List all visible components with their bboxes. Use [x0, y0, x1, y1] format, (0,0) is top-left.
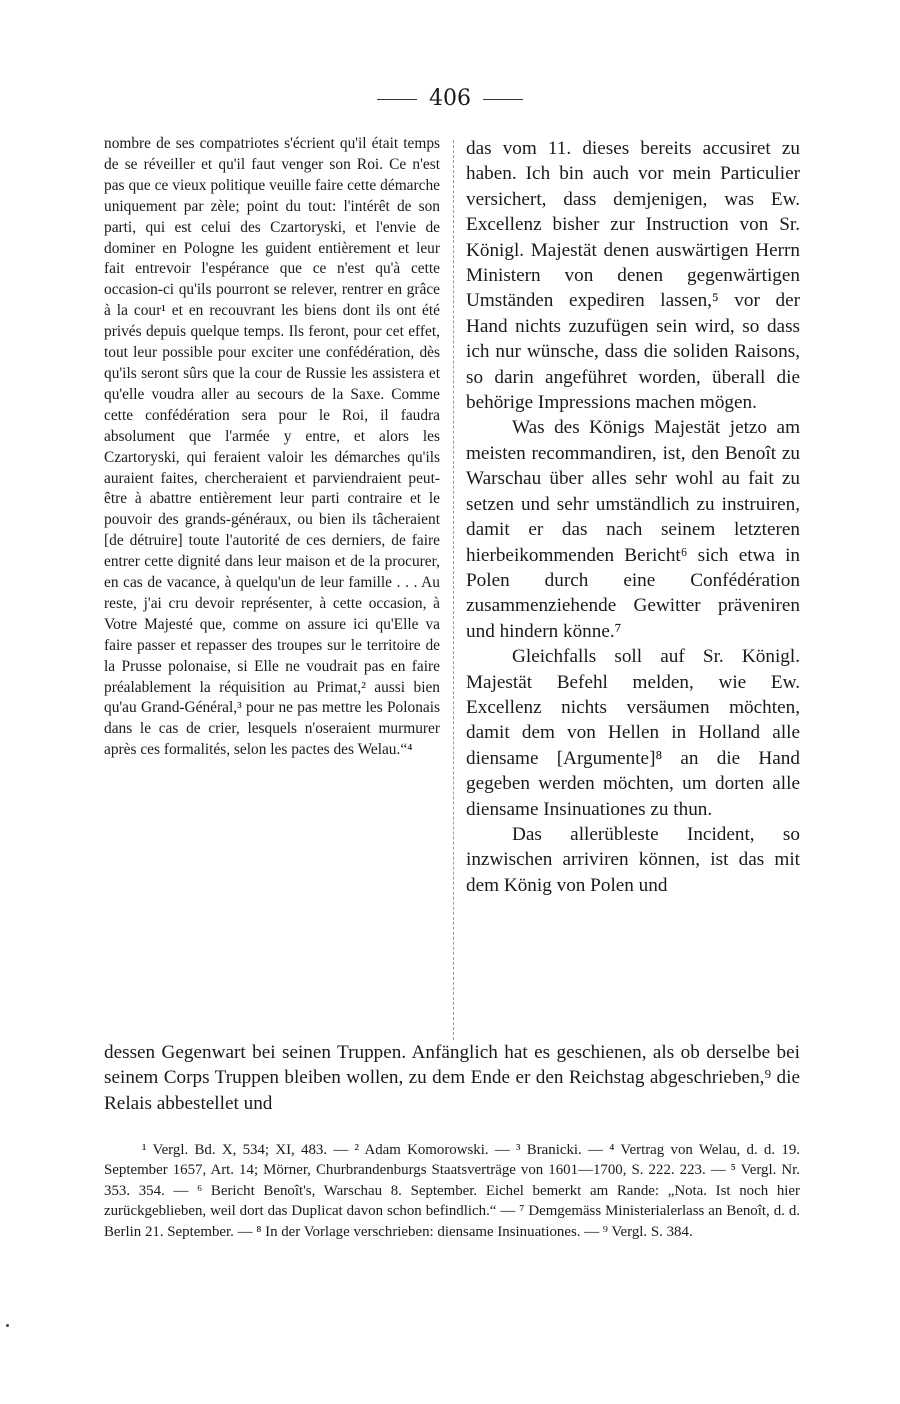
full-width-continuation: dessen Gegenwart bei seinen Truppen. Anfänglich hat es geschienen, als ob derselbe bei seinem Corps Truppen bleiben wollen, zu dem Ende er den Reichstag abgeschrieben,⁹ die Relais abbestellet und: [104, 1042, 800, 1114]
scan-speck: [6, 1324, 9, 1327]
header-rule-right: [483, 99, 523, 100]
column-divider: [453, 140, 454, 1040]
paragraph: das vom 11. dieses bereits accusiret zu haben. Ich bin auch vor mein Particulier versichert, dass demjenigen, was Ew. Excellenz bisher zur Instruction von Sr. Königl. Majestät denen auswärtigen Herrn Ministern von denen gegenwärtigen Umständen expediren lassen,⁵ vor der Hand nichts zuzufügen sein wird, so dass ich nur wünsche, dass die soliden Raisons, so darin angeführet worden, überall die behörige Impressions machen mögen.: [466, 138, 800, 414]
german-text-column: [466, 136, 800, 898]
page-number: 406: [429, 86, 471, 111]
paragraph: Gleichfalls soll auf Sr. Königl. Majestät Befehl melden, wie Ew. Excellenz nichts versäumen möchten, damit dem von Hellen in Holland alle diensame [Argumente]⁸ an die Hand gegeben werden möchten, um dorten alle diensame Insinuationes zu thun.: [466, 646, 800, 820]
paragraph: Das allerübleste Incident, so inzwischen arriviren können, ist das mit dem König von Polen und: [466, 823, 800, 896]
footnote-text: ¹ Vergl. Bd. X, 534; XI, 483. — ² Adam Komorowski. — ³ Branicki. — ⁴ Vertrag von Welau, d. d. 19. September 1657, Art. 14; Mörner, Churbrandenburgs Staatsverträge von 1601—1700, S. 222. 223. — ⁵ Vergl. Nr. 353. 354. — ⁶ Bericht Benoît's, Warschau 8. September. Eichel bemerkt am Rande: „Nota. Ist noch hier zurückgeblieben, weil dort das Duplicat davon schon befindlich.“ — ⁷ Demgemäss Ministerialerlass an Benoît, d. d. Berlin 21. September. — ⁸ In der Vorlage verschrieben: diensame Insinuationes. — ⁹ Vergl. S. 384.: [104, 1142, 800, 1240]
header-rule-left: [377, 99, 417, 100]
footnotes: [104, 1140, 800, 1242]
french-quote-column: nombre de ses compatriotes s'écrient qu'il était temps de se réveiller et qu'il faut venger son Roi. Ce n'est pas que ce vieux politique veuille faire cette démarche uniquement par zèle; point du tout: l'intérêt de son parti, qui est celui des Czartoryski, et l'envie de dominer en Pologne les guident entièrement et leur fait entrevoir l'espérance que ce n'est qu'à cette occasion-ci qu'ils pourront se relever, rentrer en grâce à la cour¹ et en recouvrant les biens dont ils ont été privés depuis quelque temps. Ils feront, pour cet effet, tout leur possible pour exciter une confédération, dès qu'ils seront sûrs que la cour de Russie les assistera et qu'elle voudra aller au secours de la Saxe. Comme cette confédération sera pour le Roi, il faudra absolument que l'armée y entre, et alors les Czartoryski, qui feraient valoir les démarches qu'ils auraient faites, chercheraient et parviendraient peut-être à abattre entièrement leur parti contraire et le pouvoir des grands-généraux, ou bien ils tâcheraient [de détruire] toute l'autorité de ces derniers, de faire entrer cette dignité dans leur maison et de la procurer, en cas de vacance, à quelqu'un de leur famille . . . Au reste, j'ai cru devoir représenter, à cette occasion, à Votre Majesté que, comme on assure ici qu'Elle va faire passer et repasser des troupes sur le territoire de la Prusse polonaise, si Elle ne voudrait pas en faire préalablement la réquisition au Primat,² aussi bien qu'au Grand-Général,³ pour ne pas mettre les Polonais dans le cas de crier, lesquels n'oseraient murmurer après ces formalités, selon les pactes des Welau.“⁴: [104, 135, 440, 759]
page-header: [0, 86, 900, 111]
paragraph: Was des Königs Majestät jetzo am meisten recommandiren, ist, den Benoît zu Warschau über alles sehr wohl au fait zu setzen und sehr umständlich zu instruiren, damit er das nach seinem letzteren hierbeikommenden Bericht⁶ sich etwa in Polen durch eine Confédération zusammenziehende Gewitter präveniren und hindern könne.⁷: [466, 417, 800, 642]
